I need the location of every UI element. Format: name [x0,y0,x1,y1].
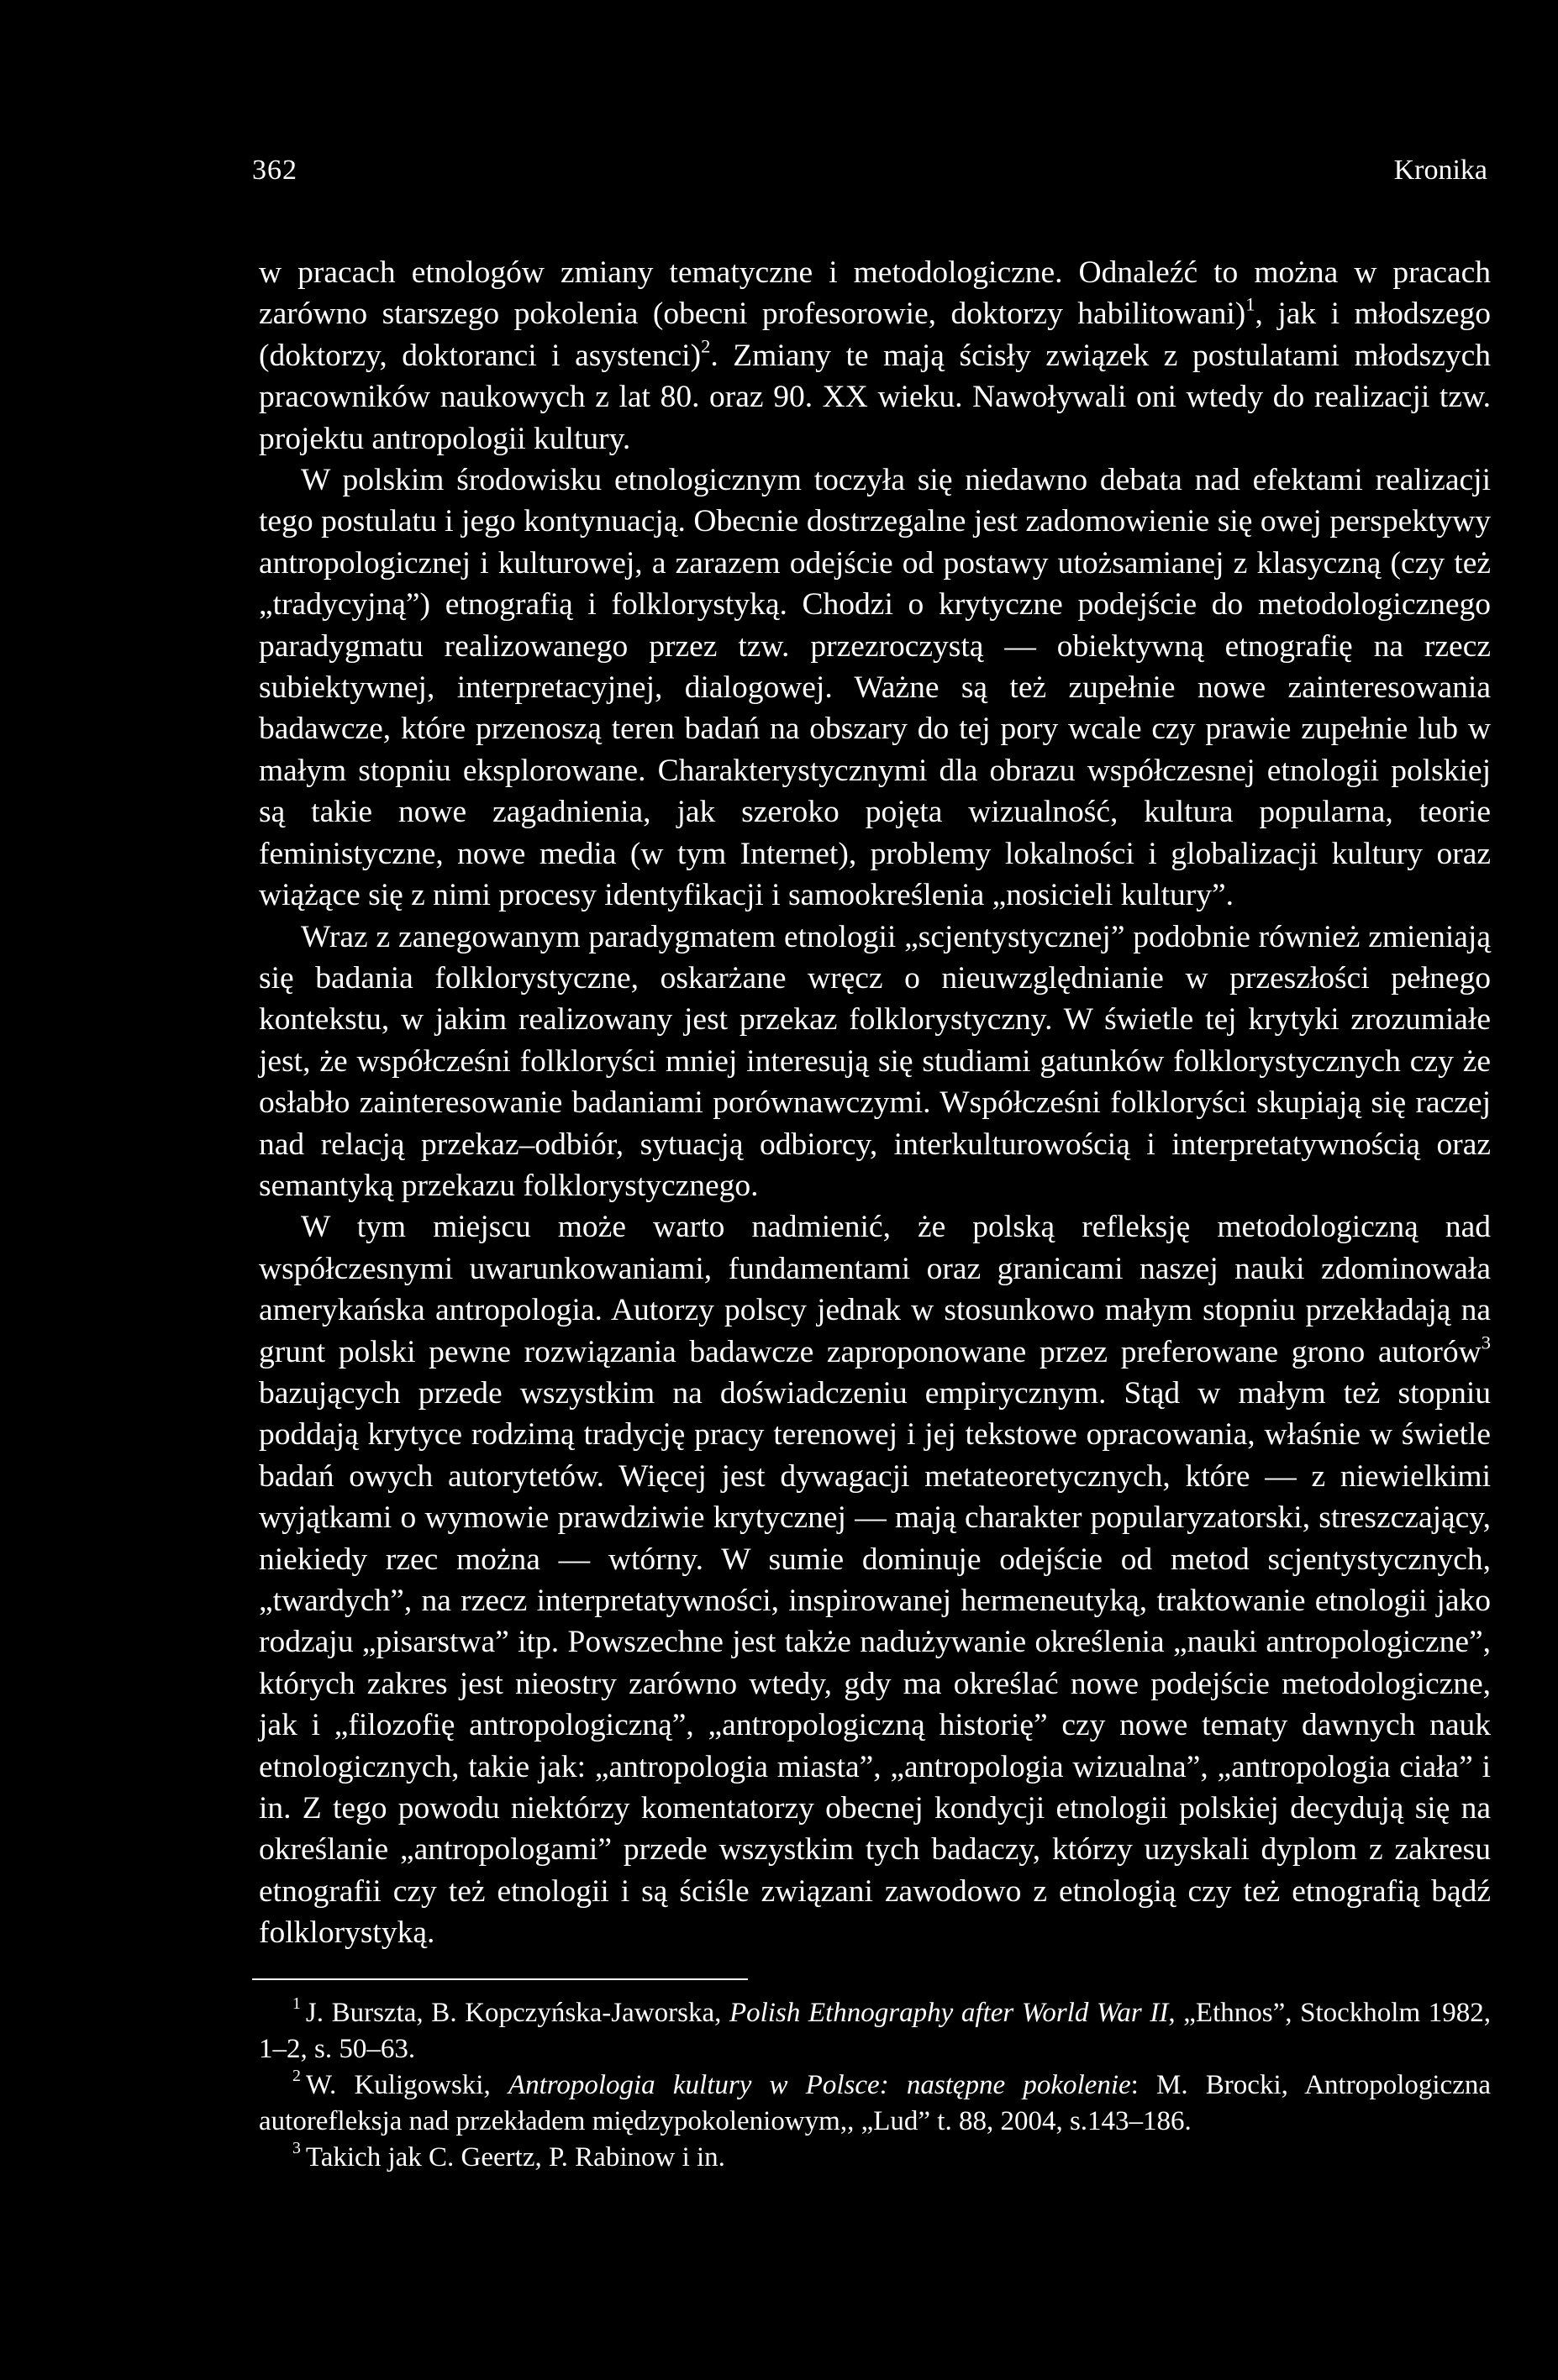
paragraph-2: W polskim środowisku etnologicznym toczyła się niedawno debata nad efektami realizacji tego postulatu i jego kontynuacją. Obecnie dostrzegalne jest zadomowienie się owej perspektywy antropologicznej i kulturowej, a zarazem odejście od postawy utożsamianej z klasyczną (czy też „tradycyjną”) etnografią i folklorystyką. Chodzi o krytyczne podejście do metodologicznego paradygmatu realizowanego przez tzw. przezroczystą — obiektywną etnografię na rzecz subiektywnej, interpretacyjnej, dialogowej. Ważne są też zupełnie nowe zainteresowania badawcze, które przenoszą teren badań na obszary do tej pory wcale czy prawie zupełnie lub w małym stopniu eksplorowane. Charakterystycznymi dla obrazu współczesnej etnologii polskiej są takie nowe zagadnienia, jak szeroko pojęta wizualność, kultura popularna, teorie feministyczne, nowe media (w tym Internet), problemy lokalności i globalizacji kultury oraz wiążące się z nimi procesy identyfikacji i samookreślenia „nosicieli kultury”. [259,463,1491,913]
footnote-3 [259,2140,1491,2176]
body-text [259,252,1491,1954]
page-number: 362 [252,155,297,186]
running-head: Kronika [1393,155,1487,186]
footnote-2 [259,2067,1491,2140]
footnote-text: Takich jak C. Geertz, P. Rabinow i in. [305,2142,725,2172]
footnote-text: W. Kuligowski, [305,2070,508,2100]
paragraph-1-text-c: . Zmiany te mają ścisły związek z postulatami młodszych pracowników naukowych z lat 80. oraz 90. XX wieku. Nawoływali oni wtedy do realizacji tzw. projektu antropologii kultury. [259,338,1491,456]
footnote-divider [252,1978,748,1980]
footnote-number: 1 [292,1994,301,2014]
footnote-ref-2: 2 [701,335,711,357]
paragraph-3: Wraz z zanegowanym paradygmatem etnologii „scjentystycznej” podobnie również zmieniają się badania folklorystyczne, oskarżane wręcz o nieuwzględnianie w przeszłości pełnego kontekstu, w jakim realizowany jest przekaz folklorystyczny. W świetle tej krytyki zrozumiałe jest, że współcześni folkloryści mniej interesują się studiami gatunków folklorystycznych czy że osłabło zainteresowanie badaniami porównawczymi. Współcześni folkloryści skupiają się raczej nad relacją przekaz–odbiór, sytuacją odbiorcy, interkulturowością i interpretatywnością oraz semantyką przekazu folklorystycznego. [259,919,1491,1203]
footnote-title: Polish Ethnography after World War II [729,1998,1169,2028]
page-header [252,155,1487,197]
paragraph-1-text-b: , jak i młodszego (doktorzy, doktoranci i asystenci) [259,297,1492,373]
footnote-title: Antropologia kultury w Polsce: następne pokolenie [508,2070,1131,2100]
footnote-text-after: : M. Brocki, Antropologiczna autorefleksja nad przekładem międzypokoleniowym,, „Lud” t. 88, 2004, s.143–186. [259,2070,1491,2136]
footnote-1 [259,1995,1491,2067]
footnote-number: 2 [292,2067,301,2086]
footnote-number: 3 [292,2139,301,2158]
footnote-text-after: , „Ethnos”, Stockholm 1982, 1–2, s. 50–63. [259,1998,1492,2064]
paragraph-4 [259,1206,1491,1953]
paragraph-4-text: W tym miejscu może warto nadmienić, że polską refleksję metodologiczną nad współczesnymi uwarunkowaniami, fundamentami oraz granicami naszej nauki zdominowała amerykańska antropologia. Autorzy polscy jednak w stosunkowo małym stopniu przekładają na grunt polski pewne rozwiązania badawcze zaproponowane przez preferowane grono autorów [259,1210,1491,1369]
paragraph-4-text-b: bazujących przede wszystkim na doświadczeniu empirycznym. Stąd w małym też stopniu poddają krytyce rodzimą tradycję pracy terenowej i jej tekstowe opracowania, właśnie w świetle badań owych autorytetów. Więcej jest dywagacji metateoretycznych, które — z niewielkimi wyjątkami o wymowie prawdziwie krytycznej — mają charakter popularyzatorski, streszczający, niekiedy rzec można — wtórny. W sumie dominuje odejście od metod scjentystycznych, „twardych”, na rzecz interpretatywności, inspirowanej hermeneutyką, traktowanie etnologii jako rodzaju „pisarstwa” itp. Powszechne jest także nadużywanie określenia „nauki antropologiczne”, których zakres jest nieostry zarówno wtedy, gdy ma określać nowe podejście metodologiczne, jak i „filozofię antropologiczną”, „antropologiczną historię” czy nowe tematy dawnych nauk etnologicznych, takie jak: „antropologia miasta”, „antropologia wizualna”, „antropologia ciała” i in. Z tego powodu niektórzy komentatorzy obecnej kondycji etnologii polskiej decydują się na określanie „antropologami” przede wszystkim tych badaczy, którzy uzyskali dyplom z zakresu etnografii czy też etnologii i są ściśle związani zawodowo z etnologią czy też etnografią bądź folklorystyką. [259,1375,1491,1951]
footnotes [259,1995,1491,2176]
footnote-text: J. Burszta, B. Kopczyńska-Jaworska, [305,1998,729,2028]
paragraph-1 [259,252,1491,460]
footnote-ref-1: 1 [1245,293,1255,315]
footnote-ref-3: 3 [1481,1331,1491,1353]
paragraph-1-text: w pracach etnologów zmiany tematyczne i metodologiczne. Odnaleźć to można w pracach zarówno starszego pokolenia (obecni profesorowie, doktorzy habilitowani) [259,255,1491,332]
